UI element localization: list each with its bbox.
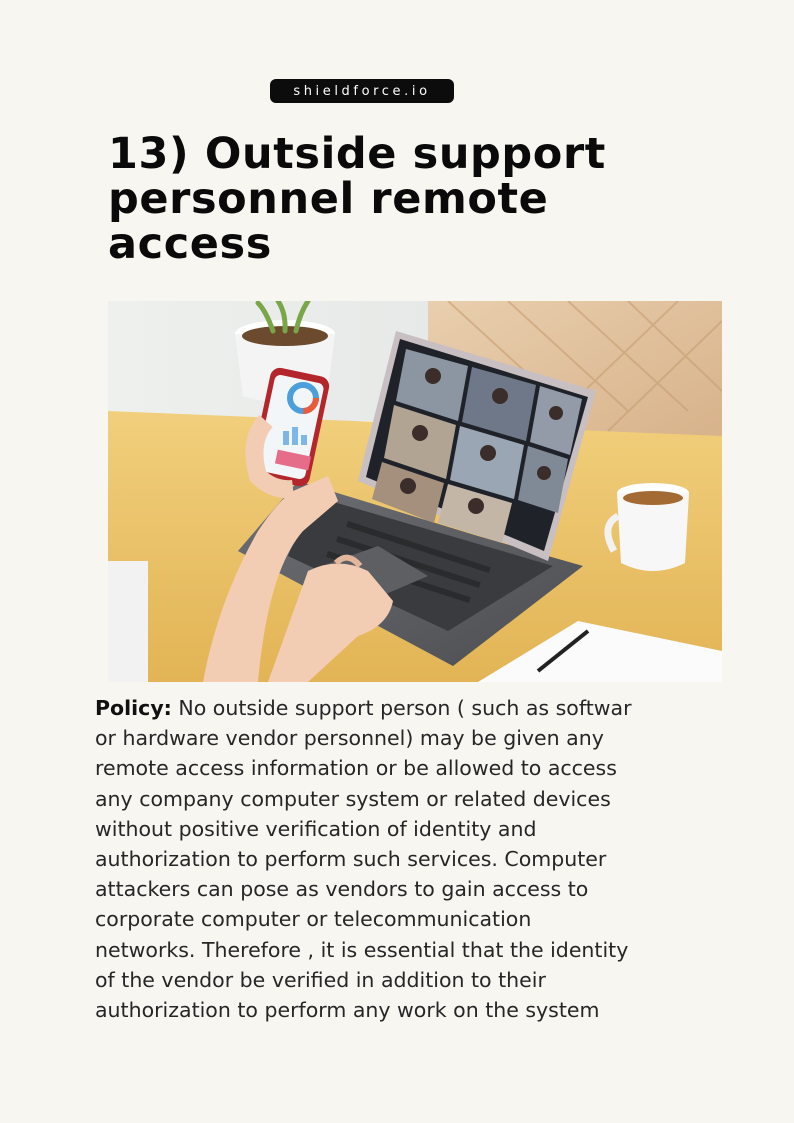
page-title: [108, 129, 728, 269]
title-line: 13) Outside support: [108, 129, 606, 179]
policy-line: or hardware vendor personnel) may be given any: [95, 726, 604, 751]
policy-line: of the vendor be verified in addition to their: [95, 967, 546, 992]
policy-line-text: No outside support person ( such as softwar: [178, 696, 632, 720]
policy-line: corporate computer or telecommunication: [95, 907, 532, 932]
policy-line: authorization to perform such services. Computer: [95, 847, 607, 872]
policy-line: networks. Therefore , it is essential that the identity: [95, 937, 629, 962]
policy-line: without positive verification of identity and: [95, 816, 537, 841]
policy-label: Policy:: [95, 696, 172, 720]
policy-line: any company computer system or related devices: [95, 786, 611, 811]
policy-line: attackers can pose as vendors to gain access to: [95, 877, 589, 902]
brand-badge: shieldforce.io: [270, 79, 454, 103]
policy-paragraph: [95, 693, 735, 1025]
policy-line: [95, 693, 735, 723]
policy-line: remote access information or be allowed to access: [95, 756, 617, 781]
laptop-video-call-photo: [108, 301, 722, 682]
title-line: personnel remote: [108, 174, 549, 224]
title-line: access: [108, 219, 272, 269]
policy-line: authorization to perform any work on the system: [95, 998, 600, 1023]
